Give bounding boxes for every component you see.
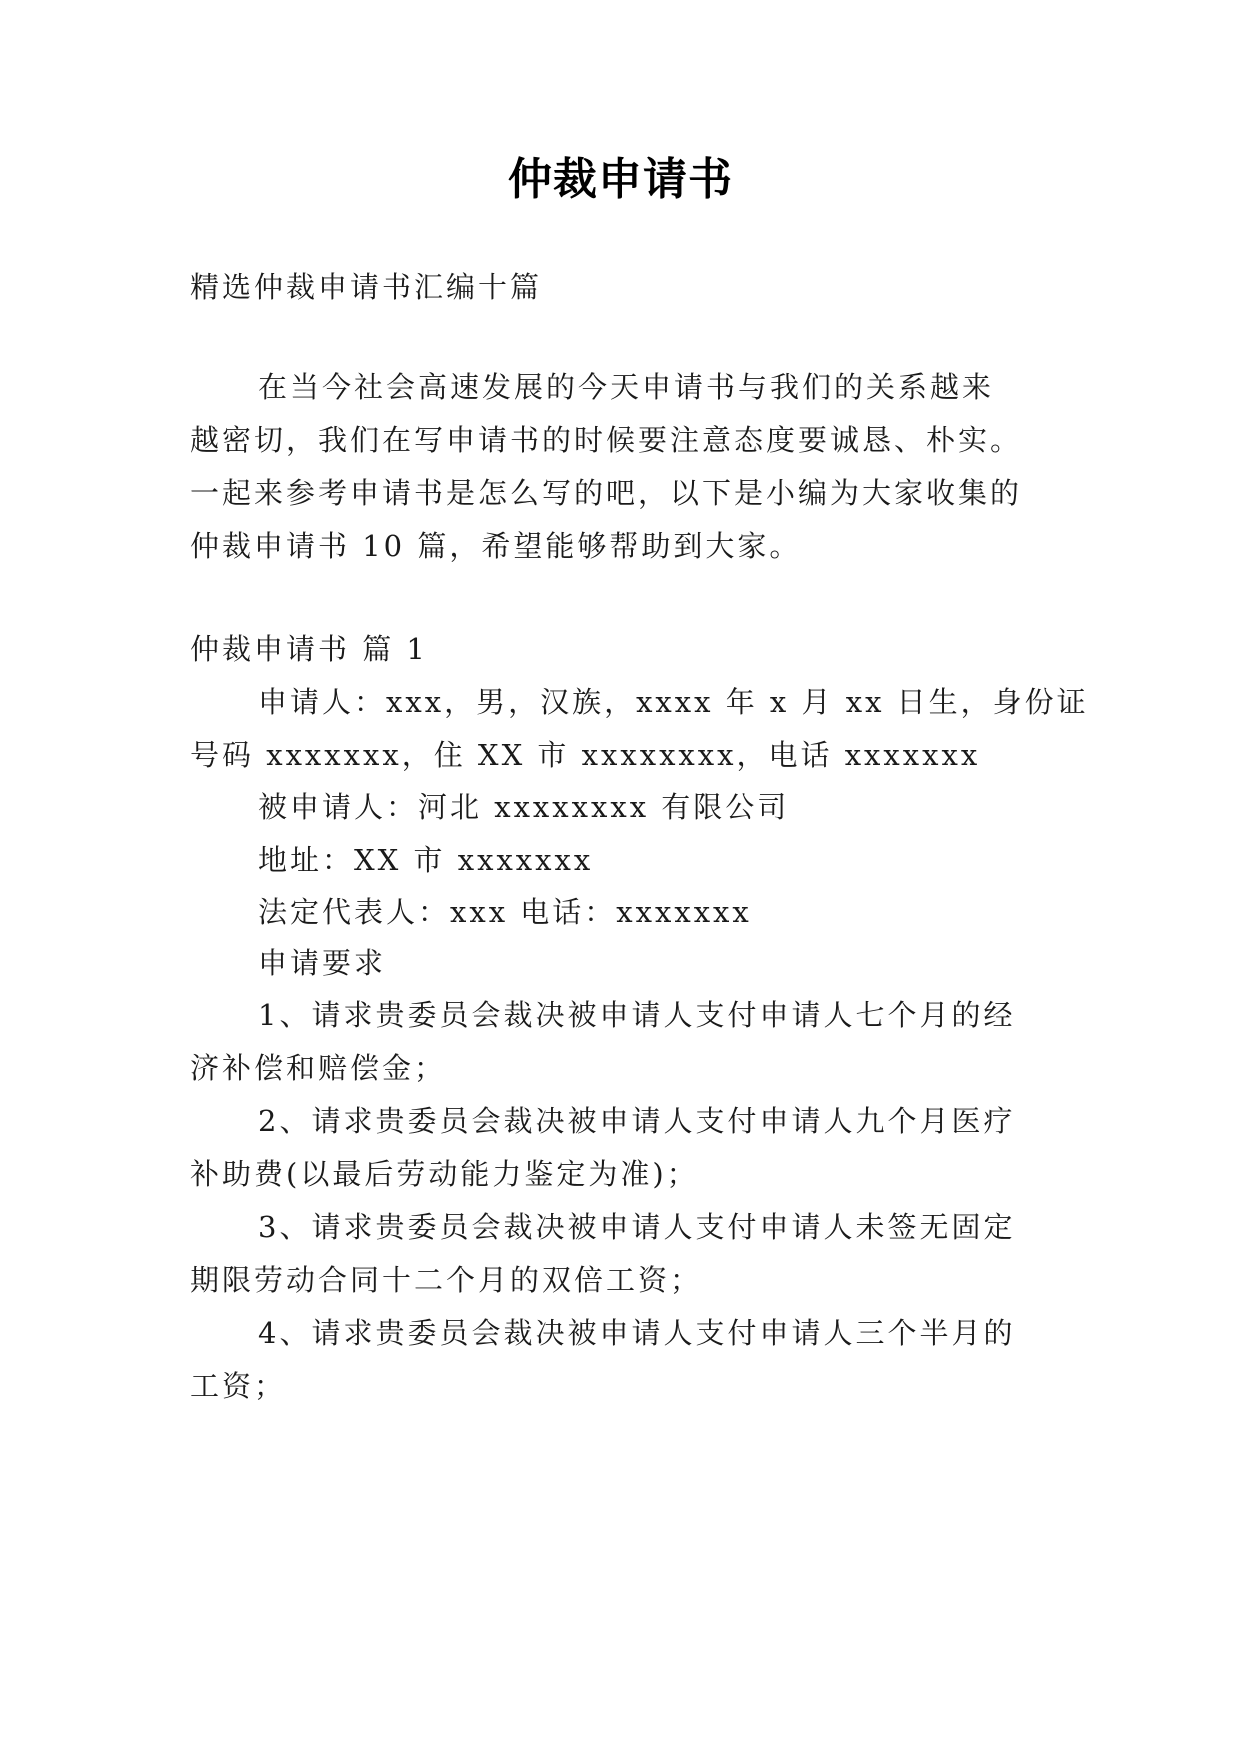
request-3-line-2: 期限劳动合同十二个月的双倍工资； [190, 1263, 703, 1297]
request-3-line-1: 3、请求贵委员会裁决被申请人支付申请人未签无固定 [258, 1210, 1016, 1244]
respondent-line: 被申请人：河北 xxxxxxxx 有限公司 [258, 790, 790, 824]
request-2-line-2: 补助费(以最后劳动能力鉴定为准)； [190, 1157, 699, 1191]
request-4-line-1: 4、请求贵委员会裁决被申请人支付申请人三个半月的 [258, 1316, 1016, 1350]
legal-rep-line: 法定代表人：xxx 电话：xxxxxxx [258, 895, 752, 929]
request-4-line-2: 工资； [190, 1369, 287, 1403]
requests-heading: 申请要求 [258, 946, 387, 980]
intro-line-2: 越密切，我们在写申请书的时候要注意态度要诚恳、朴实。 [190, 423, 1023, 457]
intro-line-1: 在当今社会高速发展的今天申请书与我们的关系越来 [258, 370, 995, 404]
address-line: 地址：XX 市 xxxxxxx [258, 843, 594, 877]
request-1-line-2: 济补偿和赔偿金； [190, 1051, 447, 1085]
section-heading: 仲裁申请书 篇 1 [190, 632, 428, 666]
document-title: 仲裁申请书 [508, 154, 733, 205]
request-1-line-1: 1、请求贵委员会裁决被申请人支付申请人七个月的经 [258, 998, 1016, 1032]
request-2-line-1: 2、请求贵委员会裁决被申请人支付申请人九个月医疗 [258, 1104, 1016, 1138]
applicant-line-1: 申请人：xxx，男，汉族，xxxx 年 x 月 xx 日生，身份证 [258, 685, 1089, 719]
subtitle: 精选仲裁申请书汇编十篇 [190, 270, 543, 304]
intro-line-4: 仲裁申请书 10 篇，希望能够帮助到大家。 [190, 529, 802, 563]
applicant-line-2: 号码 xxxxxxx，住 XX 市 xxxxxxxx，电话 xxxxxxx [190, 738, 981, 772]
intro-line-3: 一起来参考申请书是怎么写的吧，以下是小编为大家收集的 [190, 476, 1023, 510]
